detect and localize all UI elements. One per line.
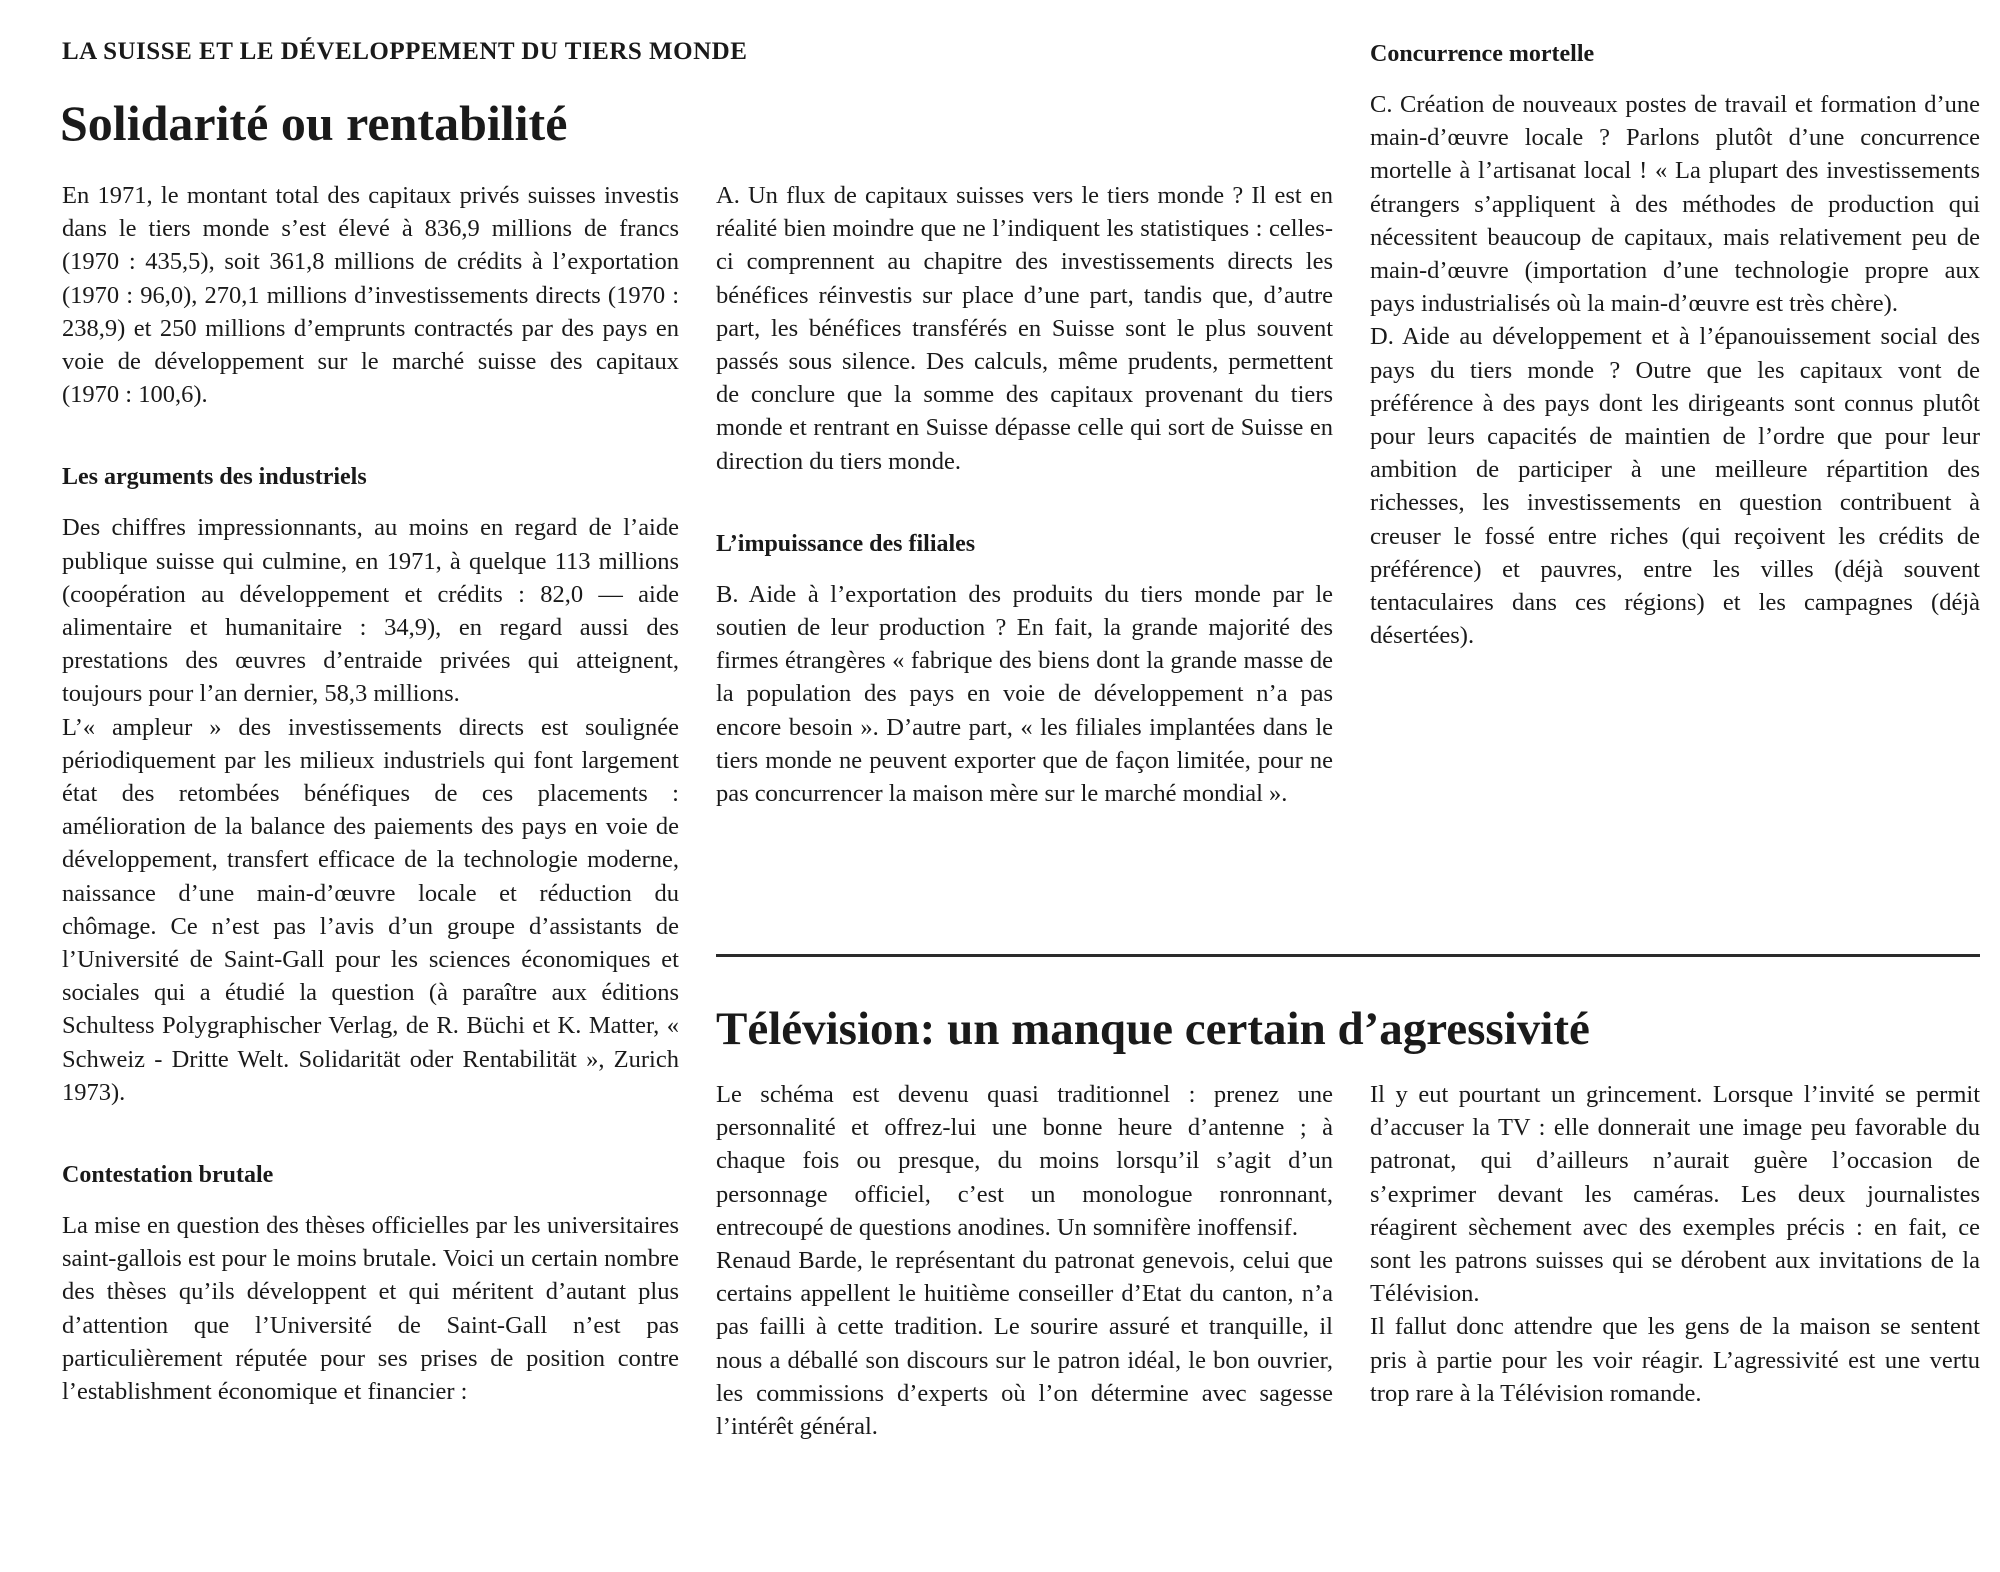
- article-column-2: [716, 179, 1333, 810]
- section-heading-filiales: L’impuissance des filiales: [716, 530, 976, 557]
- body-paragraph: Renaud Barde, le représentant du patronat genevois, celui que certains appellent le huitième conseiller d’Etat du canton, n’a pas failli à cette tradition. Le sourire assuré et tranquille, il nous a déballé son discours sur le patron idéal, le bon ouvrier, les commissions d’experts où l’on détermine avec sagesse l’intérêt général.: [716, 1247, 1333, 1441]
- body-paragraph: L’« ampleur » des investissements directs est soulignée périodiquement par les milieux industriels qui font largement état des retombées bénéfiques de ces placements : amélioration de la balance des paiements des pays en voie de développement, transfert efficace de la technologie moderne, naissance d’une main-d’œuvre locale et réduction du chômage. Ce n’est pas l’avis d’un groupe d’assistants de l’Université de Saint-Gall pour les sciences économiques et sociales qui a étudié la question (à paraître aux éditions Schultess Polygraphischer Verlag, de R. Büchi et K. Matter, « Schweiz - Dritte Welt. Solidarität oder Rentabilität », Zurich 1973).: [62, 713, 679, 1106]
- body-paragraph: Il y eut pourtant un grincement. Lorsque l’invité se permit d’accuser la TV : elle donnerait une image peu favorable du patronat, qui d’ailleurs n’aurait guère l’occasion de s’exprimer devant les caméras. Les deux journalistes réagirent sèchement avec des exemples précis : en fait, ce sont les patrons suisses qui se dérobent aux invitations de la Télévision.: [1370, 1081, 1980, 1308]
- body-paragraph: D. Aide au développement et à l’épanouissement social des pays du tiers monde ? Outre que les capitaux vont de préférence à des pays dont les dirigeants sont connus plutôt pour leurs capacités de maintien de l’ordre que pour leur ambition de participer à une meilleure répartition des richesses, les investissements en question contribuent à creuser le fossé entre riches (qui reçoivent les crédits de préférence) et pauvres, entre les villes (déjà souvent tentaculaires dans ces régions) et les campagnes (déjà désertées).: [1370, 323, 1980, 650]
- body-paragraph: La mise en question des thèses officielles par les universitaires saint-gallois est pour le moins brutale. Voici un certain nombre des thèses qu’ils développent et qui méritent d’autant plus d’attention que l’Université de Saint-Gall n’est pas particulièrement réputée pour ses prises de position contre l’establishment économique et financier :: [62, 1212, 679, 1406]
- body-paragraph: B. Aide à l’exportation des produits du tiers monde par le soutien de leur production ? En fait, la grande majorité des firmes étrangères « fabrique des biens dont la grande masse de la population des pays en voie de développement n’a pas encore besoin ». D’autre part, « les filiales implantées dans le tiers monde ne peuvent exporter que de façon limitée, pour ne pas concurrencer la maison mère sur le marché mondial ».: [716, 580, 1333, 808]
- section-heading-contestation: Contestation brutale: [62, 1162, 274, 1189]
- body-paragraph: A. Un flux de capitaux suisses vers le tiers monde ? Il est en réalité bien moindre que ne l’indiquent les statistiques : celles-ci comprennent au chapitre des investissements directs les bénéfices réinvestis sur place d’une part, tandis que, d’autre part, les bénéfices transférés en Suisse sont le plus souvent passés sous silence. Des calculs, même prudents, permettent de conclure que la somme des capitaux provenant du tiers monde et rentrant en Suisse dépasse celle qui sort de Suisse en direction du tiers monde.: [716, 182, 1333, 475]
- article-column-1: [62, 179, 679, 1408]
- body-paragraph: Des chiffres impressionnants, au moins en regard de l’aide publique suisse qui culmine, en 1971, à quelque 113 millions (coopération au développement et crédits : 82,0 — aide alimentaire et humanitaire : 34,9), en regard aussi des prestations des œuvres d’entraide privées qui atteignent, toujours pour l’an dernier, 58,3 millions.: [62, 514, 679, 708]
- body-paragraph: Le schéma est devenu quasi traditionnel : prenez une personnalité et offrez-lui une bonne heure d’antenne ; à chaque fois ou presque, du moins lorsqu’il s’agit d’un personnage officiel, c’est un monologue ronronnant, entrecoupé de questions anodines. Un somnifère inoffensif.: [716, 1081, 1333, 1241]
- section-divider: [716, 954, 1980, 957]
- body-paragraph: Il fallut donc attendre que les gens de la maison se sentent pris à partie pour les voir réagir. L’agressivité est une vertu trop rare à la Télévision romande.: [1370, 1313, 1980, 1407]
- intro-paragraph: En 1971, le montant total des capitaux privés suisses investis dans le tiers monde s’est élevé à 836,9 millions de francs (1970 : 435,5), soit 361,8 millions de crédits à l’exportation (1970 : 96,0), 270,1 millions d’investissements directs (1970 : 238,9) et 250 millions d’emprunts contractés par des pays en voie de développement sur le marché suisse des capitaux (1970 : 100,6).: [62, 182, 679, 409]
- article2-column-2: [1370, 1078, 1980, 1410]
- article-column-3: [1370, 38, 1980, 652]
- article2-column-1: [716, 1078, 1333, 1443]
- article-headline-television: Télévision: un manque certain d’agressivité: [716, 1003, 1590, 1055]
- section-kicker: LA SUISSE ET LE DÉVELOPPEMENT DU TIERS MONDE: [62, 38, 748, 65]
- section-heading-arguments: Les arguments des industriels: [62, 464, 367, 491]
- section-heading-concurrence: Concurrence mortelle: [1370, 41, 1595, 67]
- article-headline: Solidarité ou rentabilité: [60, 95, 568, 151]
- body-paragraph: C. Création de nouveaux postes de travail et formation d’une main-d’œuvre locale ? Parlons plutôt d’une concurrence mortelle à l’artisanat local ! « La plupart des investissements étrangers s’appliquent à des méthodes de production qui nécessitent beaucoup de capitaux, mais relativement peu de main-d’œuvre (importation d’une technologie propre aux pays industrialisés où la main-d’œuvre est très chère).: [1370, 91, 1980, 318]
